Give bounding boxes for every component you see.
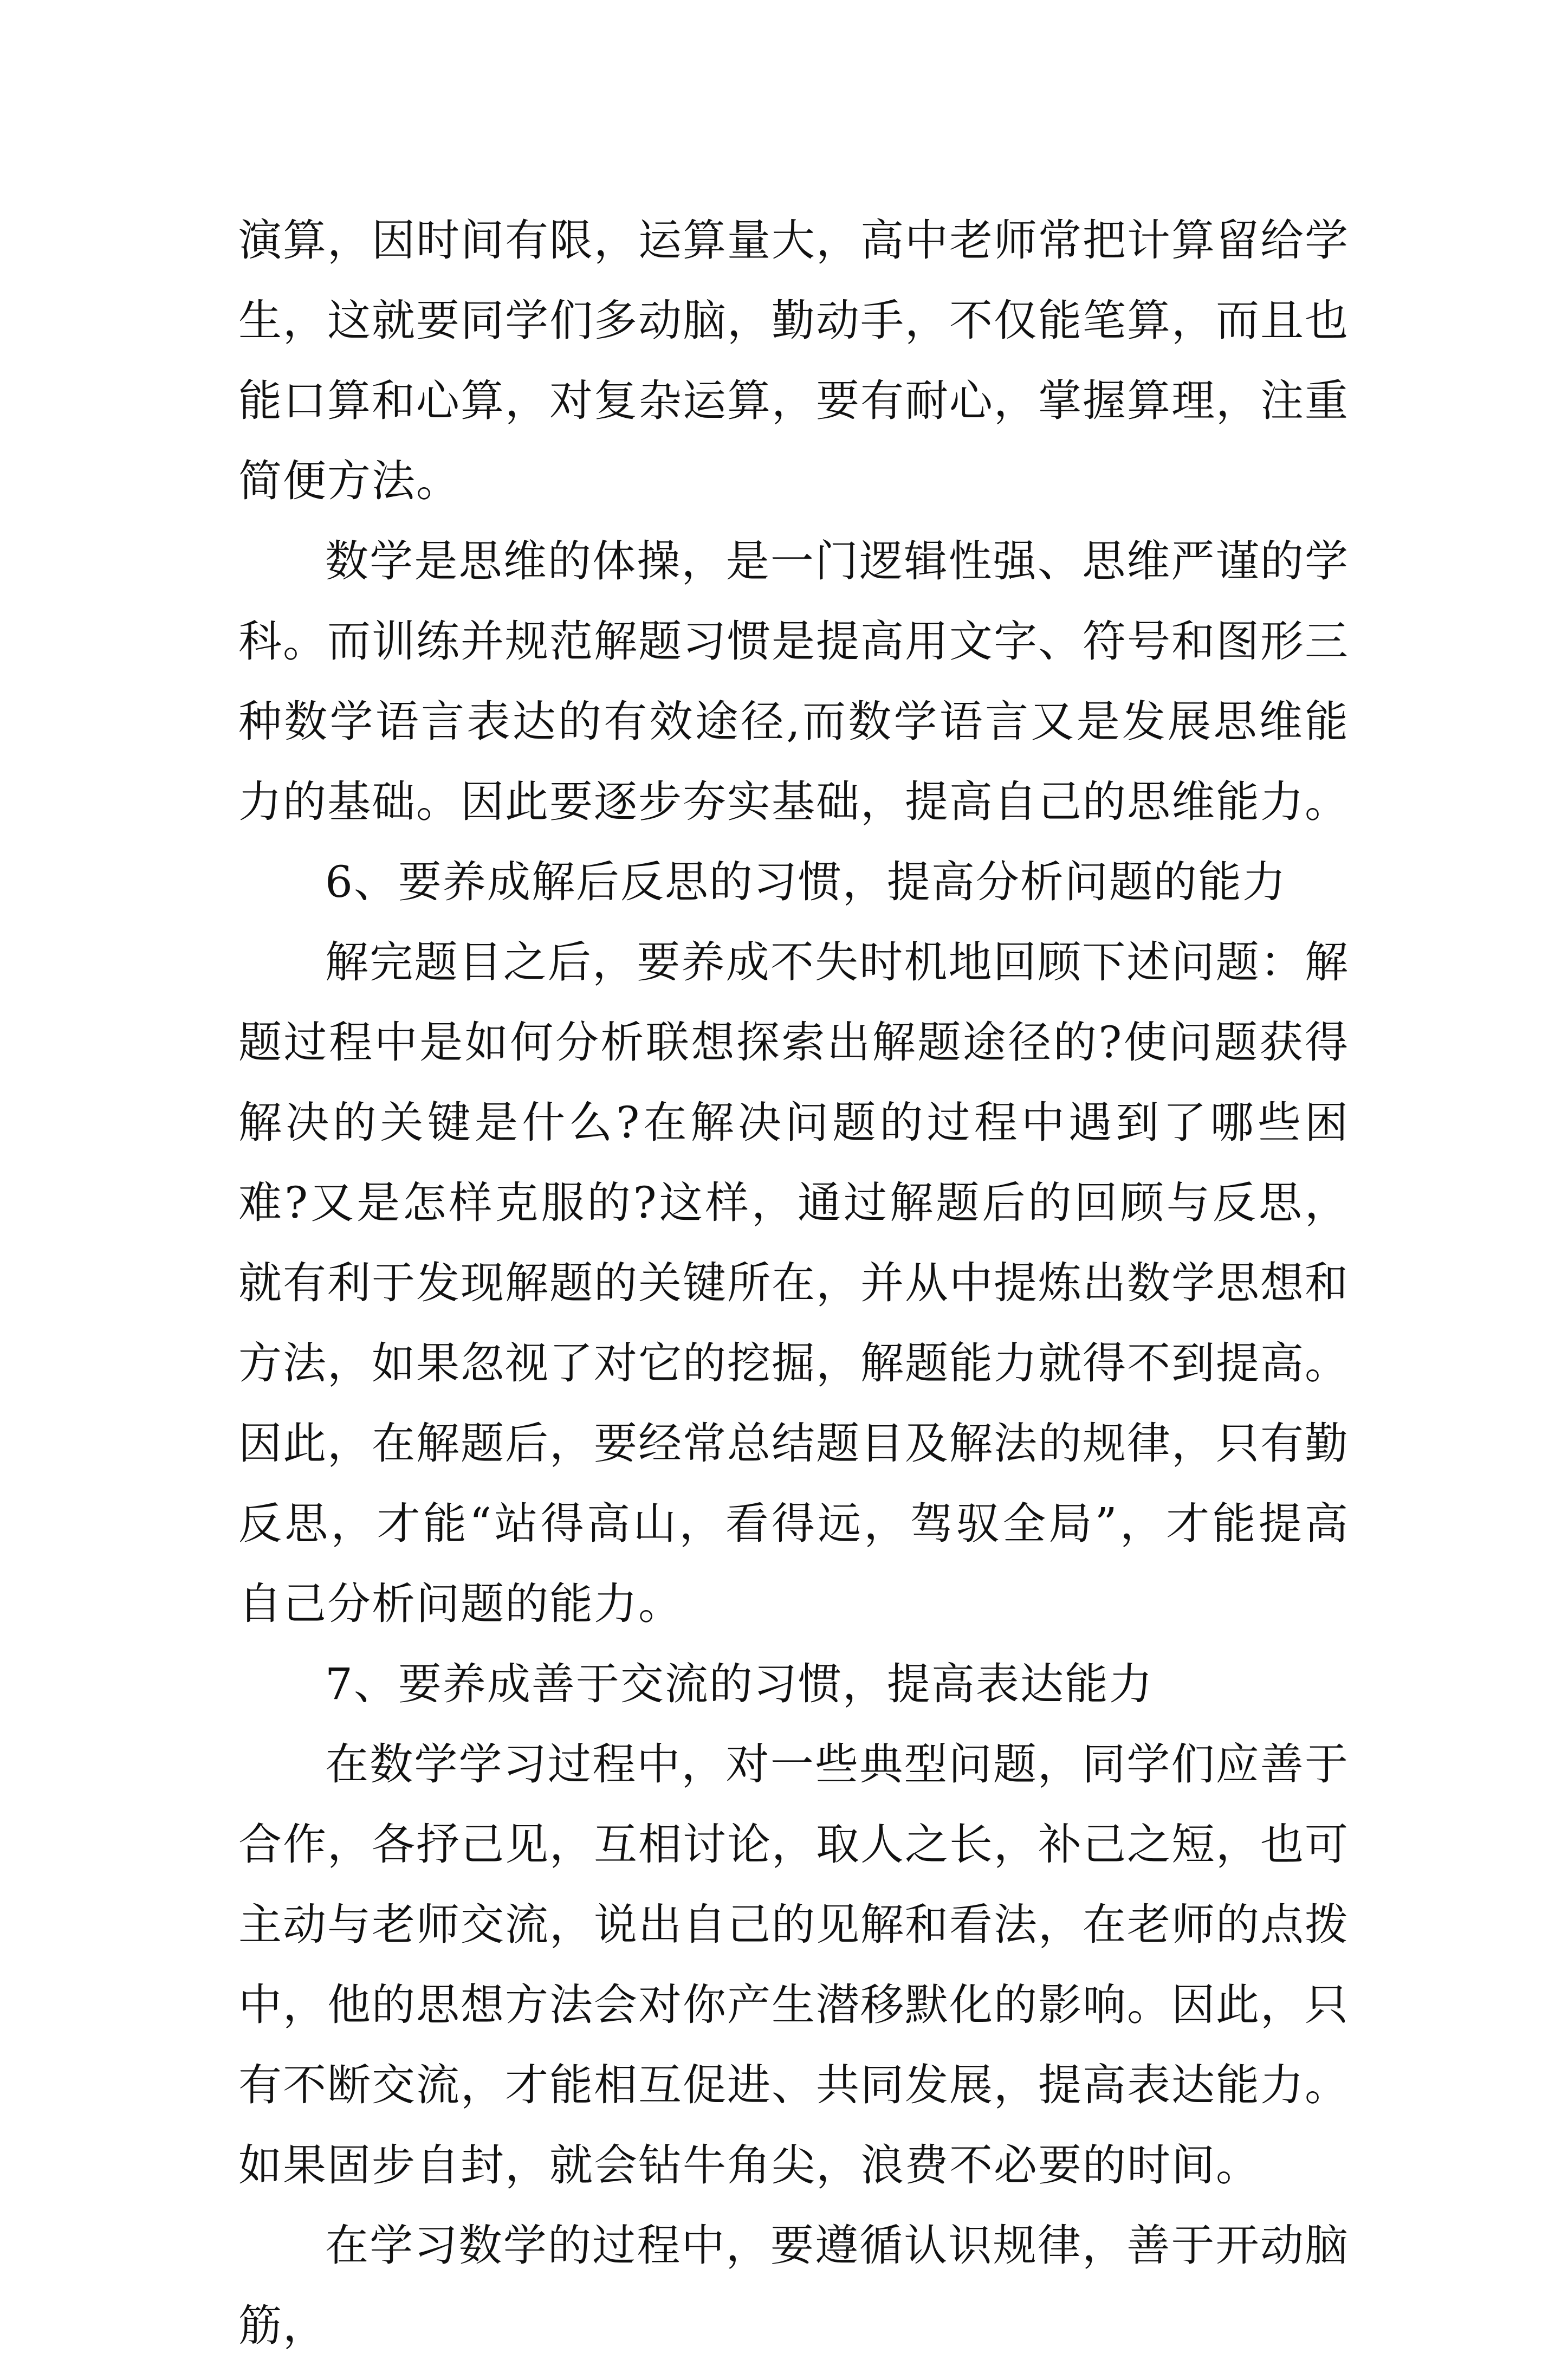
section-heading: 7、要养成善于交流的习惯，提高表达能力 [325,1659,1154,1709]
paragraph: 解完题目之后，要养成不失时机地回顾下述问题：解题过程中是如何分析联想探索出解题途径的?使问题获得解决的关键是什么?在解决问题的过程中遇到了哪些困难?又是怎样克服的?这样，通过解题后的回顾与反思，就有利于发现解题的关键所在，并从中提炼出数学思想和方法，如果忽视了对它的挖掘，解题能力就得不到提高。因此，在解题后，要经常总结题目及解法的规律，只有勤反思，才能“站得高山，看得远，驾驭全局”，才能提高自己分析问题的能力。 [238,937,1349,1629]
paragraph: 演算，因时间有限，运算量大，高中老师常把计算留给学生，这就要同学们多动脑，勤动手，不仅能笔算，而且也能口算和心算，对复杂运算，要有耐心，掌握算理，注重简便方法。 [238,215,1349,506]
section-heading: 6、要养成解后反思的习惯，提高分析问题的能力 [325,857,1287,907]
paragraph: 数学是思维的体操，是一门逻辑性强、思维严谨的学科。而训练并规范解题习惯是提高用文字、符号和图形三种数学语言表达的有效途径,而数学语言又是发展思维能力的基础。因此要逐步夯实基础，提高自己的思维能力。 [238,536,1349,827]
document-body [238,201,1349,2366]
paragraph: 在学习数学的过程中，要遵循认识规律，善于开动脑筋， [238,2220,1349,2351]
paragraph: 在数学学习过程中，对一些典型问题，同学们应善于合作，各抒己见，互相讨论，取人之长，补己之短，也可主动与老师交流，说出自己的见解和看法，在老师的点拨中，他的思想方法会对你产生潜移默化的影响。因此，只有不断交流，才能相互促进、共同发展，提高表达能力。如果固步自封，就会钻牛角尖，浪费不必要的时间。 [238,1739,1349,2190]
